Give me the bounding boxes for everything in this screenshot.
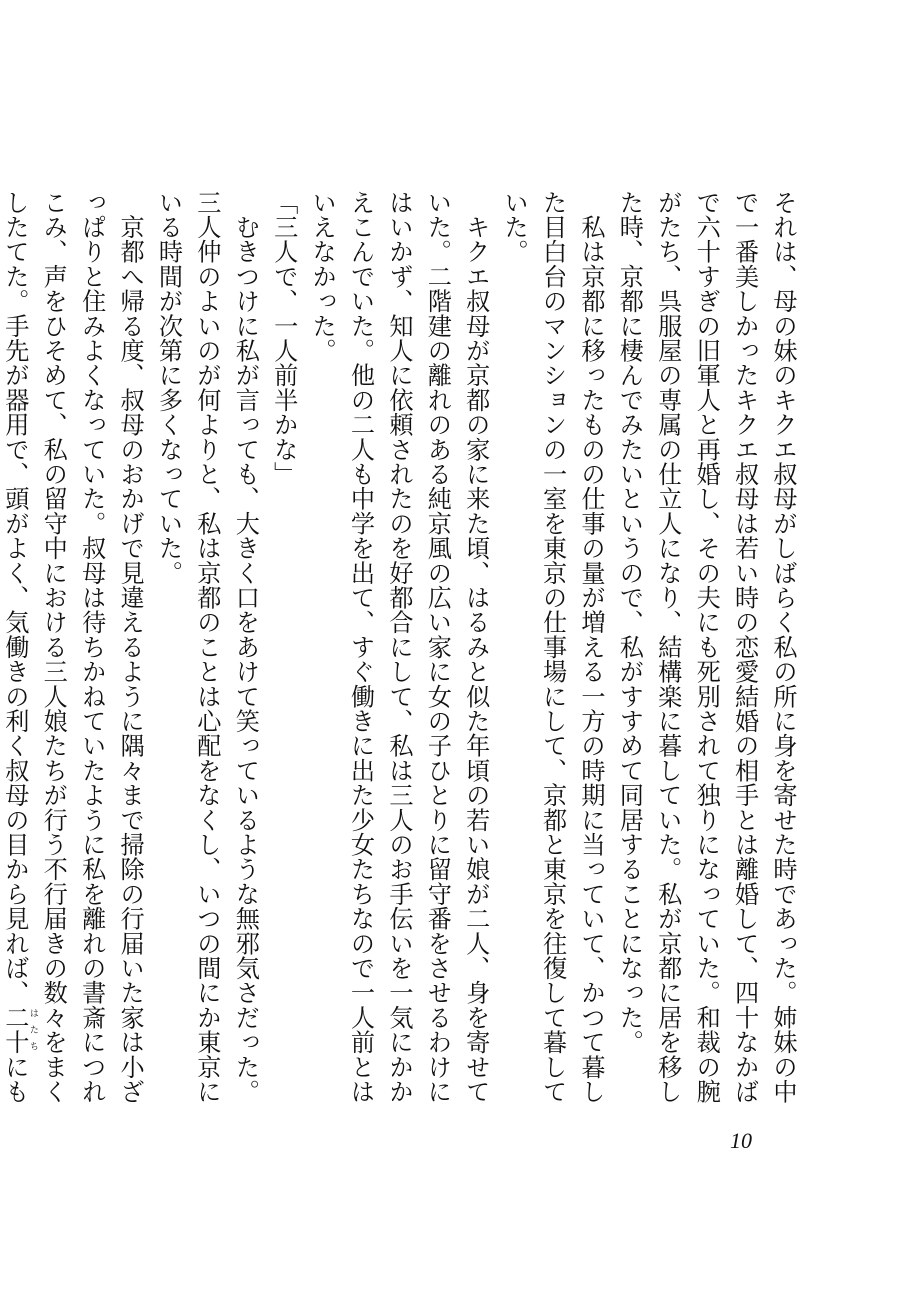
ruby-hatachi [0, 1005, 38, 1055]
paragraph-6-head: 京都へ帰る度、叔母のおかげで見違えるように隅々まで掃除の行届いた家は小ざっぱりと住みよくなっていた。叔母は待ちかねていたように私を離れの書斎につれこみ、声をひそめて、私の留守中における三人娘たちが行う不行届きの数々をまくしたてた。手先が器用で、頭がよく、気働きの利く叔母の目から見れば、 [0, 190, 145, 1104]
paragraph-1: それは、母の妹のキクエ叔母がしばらく私の所に身を寄せた時であった。姉妹の中で一番美しかったキクエ叔母は若い時の恋愛結婚の相手とは離婚して、四十なかばで六十すぎの旧軍人と再婚し、その夫にも死別されて独りになっていた。和裁の腕がたち、呉服屋の専属の仕立人になり、結構楽に暮していた。私が京都に居を移した時、京都に棲んでみたいというので、私がすすめて同居することになった。 [615, 190, 797, 1104]
paragraph-5: むきつけに私が言っても、大きく口をあけて笑っているような無邪気さだった。三人仲のよいのが何よりと、私は京都のことは心配をなくし、いつの間にか東京にいる時間が次第に多くなっていた。 [154, 190, 260, 1104]
body-text [0, 190, 802, 1120]
paragraph-4-dialogue: 「三人で、一人前半かな」 [269, 190, 298, 487]
page-number: 10 [730, 1128, 752, 1153]
paragraph-3: キクエ叔母が京都の家に来た頃、はるみと似た年頃の若い娘が二人、身を寄せていた。二階建の離れのある純京風の広い家に女の子ひとりに留守番をさせるわけにはいかず、知人に依頼されたのを好都合にして、私は三人のお手伝いを一気にかかえこんでいた。他の二人も中学を出て、すぐ働きに出た少女たちなので一人前とはいえなかった。 [308, 190, 490, 1104]
paragraph-2: 私は京都に移ったものの仕事の量が増える一方の時期に当っていて、かつて暮した目白台のマンションの一室を東京の仕事場にして、京都と東京を往復して暮していた。 [500, 190, 605, 1104]
ruby-base: 二十 [0, 1005, 29, 1055]
ruby-reading: はたち [27, 1005, 38, 1055]
paragraph-6-tail: にも [0, 1054, 29, 1104]
paragraph-6 [0, 190, 149, 1120]
